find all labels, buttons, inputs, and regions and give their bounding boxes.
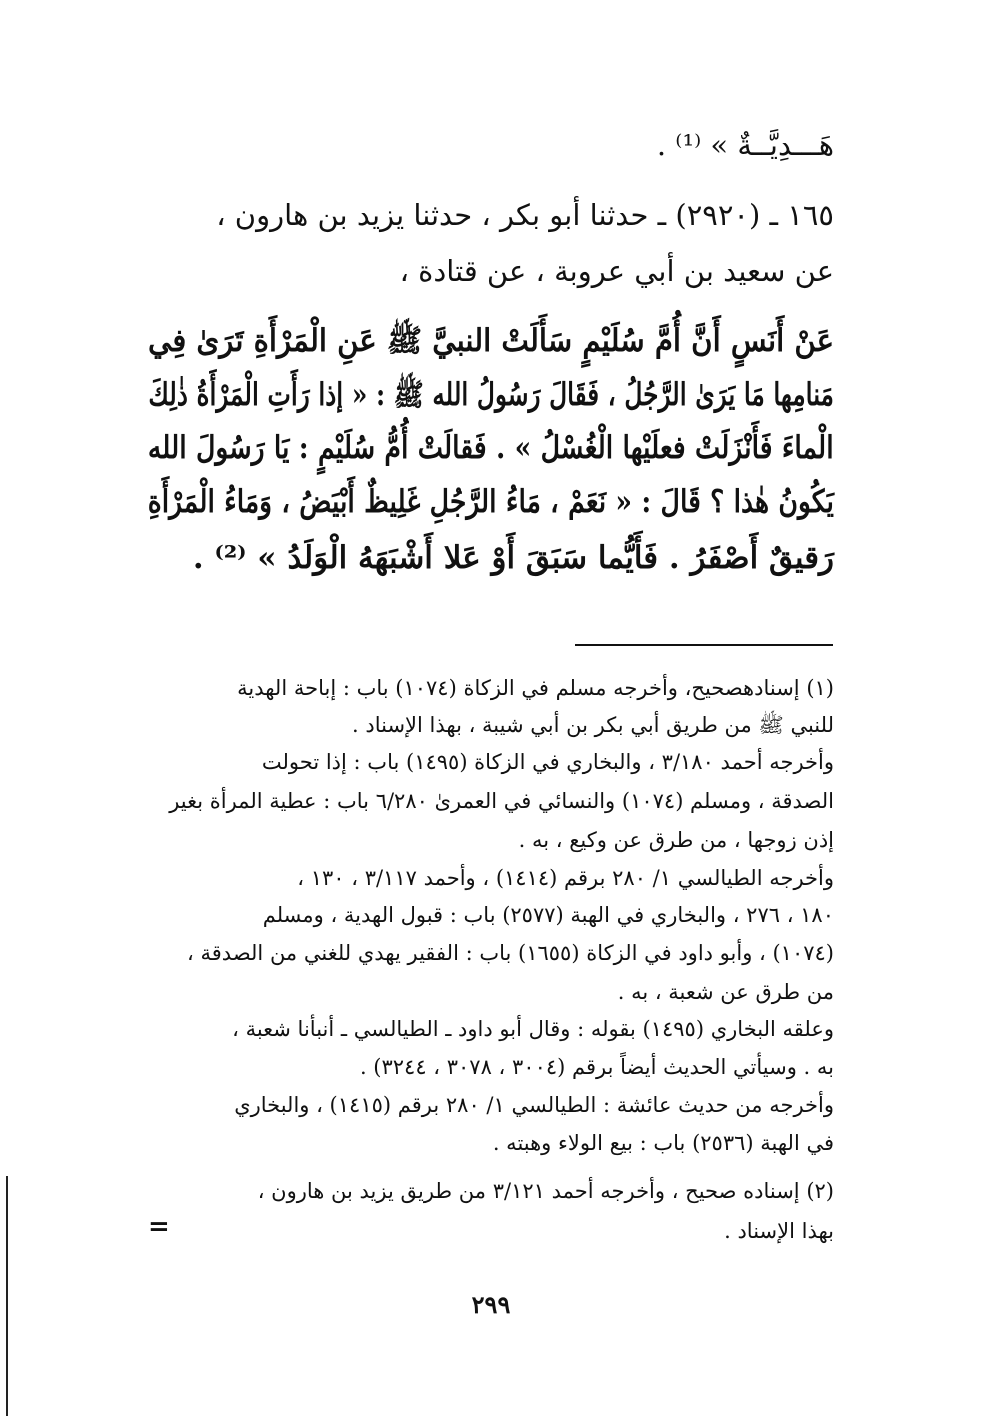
footnote-line-13: في الهبة (٢٥٣٦) باب : بيع الولاء وهبته . — [492, 1131, 834, 1155]
footnote-line-9: من طرق عن شعبة ، به . — [617, 980, 834, 1004]
footnote-separator — [575, 644, 833, 646]
footnote-line-7: ١٨٠ ، ٢٧٦ ، والبخاري في الهبة (٢٥٧٧) باب : قبول الهدية ، ومسلم — [262, 903, 834, 927]
top-line: هَـــدِيَّــةٌ » ⁽¹⁾ . — [656, 128, 834, 162]
footnote-line-2: للنبي ﷺ من طريق أبي بكر بن أبي شيبة ، بهذا الإسناد . — [352, 713, 834, 737]
footnote-line-3: وأخرجه أحمد ٣/١٨٠ ، والبخاري في الزكاة (١٤٩٥) باب : إذا تحولت — [261, 750, 834, 774]
hadith-text-line-5: رَقيقٌ أَصْفَرُ . فَأَيُّما سَبَقَ أَوْ عَلا أَشْبَهَهُ الْوَلَدُ » ⁽²⁾ . — [192, 540, 834, 576]
footnote-line-4: الصدقة ، ومسلم (١٠٧٤) والنسائي في العمرىٰ ٦/٢٨٠ باب : عطية المرأة بغير — [169, 789, 834, 813]
hadith-text-line-4: يَكُونُ هٰذا ؟ قَالَ : « نَعَمْ ، مَاءُ الرَّجُلِ غَلِيظٌ أَبْيَضُ ، وَمَاءُ الْمَرْأَةِ — [147, 484, 834, 520]
footnote-line-12: وأخرجه من حديث عائشة : الطيالسي ١/ ٢٨٠ برقم (١٤١٥) ، والبخاري — [234, 1093, 834, 1117]
scan-edge-line — [6, 1176, 8, 1416]
hadith-intro-line-2: عن سعيد بن أبي عروبة ، عن قتادة ، — [399, 254, 834, 288]
hadith-text-line-3: الْماءَ فَأَنْزَلَتْ فعلَيْها الْغُسْلُ » . فَقالَتْ أُمُّ سُلَيْمٍ : يَا رَسُولَ الله — [148, 430, 834, 466]
footnote-line-11: به . وسيأتي الحديث أيضاً برقم (٣٠٠٤ ، ٣٠٧٨ ، ٣٢٤٤) . — [359, 1055, 834, 1079]
footnote-line-15: بهذا الإسناد . — [724, 1219, 834, 1243]
continuation-mark: = — [148, 1212, 170, 1242]
hadith-text-line-1: عَنْ أَنَسٍ أَنَّ أُمَّ سُلَيْمٍ سَأَلَتْ النبيَّ ﷺ عَنِ الْمَرْأَةِ تَرَىٰ فِي — [147, 323, 834, 359]
page-number: ٢٩٩ — [471, 1290, 511, 1319]
footnote-line-14: (٢) إسناده صحيح ، وأخرجه أحمد ٣/١٢١ من طريق يزيد بن هارون ، — [257, 1179, 834, 1203]
footnote-line-6: وأخرجه الطيالسي ١/ ٢٨٠ برقم (١٤١٤) ، وأحمد ٣/١١٧ ، ١٣٠ ، — [297, 866, 834, 890]
footnote-line-10: وعلقه البخاري (١٤٩٥) بقوله : وقال أبو داود ـ الطيالسي ـ أنبأنا شعبة ، — [232, 1017, 834, 1041]
footnote-line-8: (١٠٧٤) ، وأبو داود في الزكاة (١٦٥٥) باب : الفقير يهدي للغني من الصدقة ، — [187, 941, 834, 965]
hadith-intro-line-1: ١٦٥ ـ (٢٩٢٠) ـ حدثنا أبو بكر ، حدثنا يزيد بن هارون ، — [216, 198, 834, 232]
hadith-text-line-2: مَنامِها مَا يَرَىٰ الرَّجُلُ ، فَقَالَ رَسُولُ الله ﷺ : « إذا رَأَتِ الْمَرْأَةُ ذٰلِكَ — [148, 377, 834, 413]
footnote-line-1: (١) إسنادهصحيح، وأخرجه مسلم في الزكاة (١٠٧٤) باب : إباحة الهدية — [237, 676, 834, 700]
footnote-line-5: إذن زوجها ، من طرق عن وكيع ، به . — [518, 828, 834, 852]
